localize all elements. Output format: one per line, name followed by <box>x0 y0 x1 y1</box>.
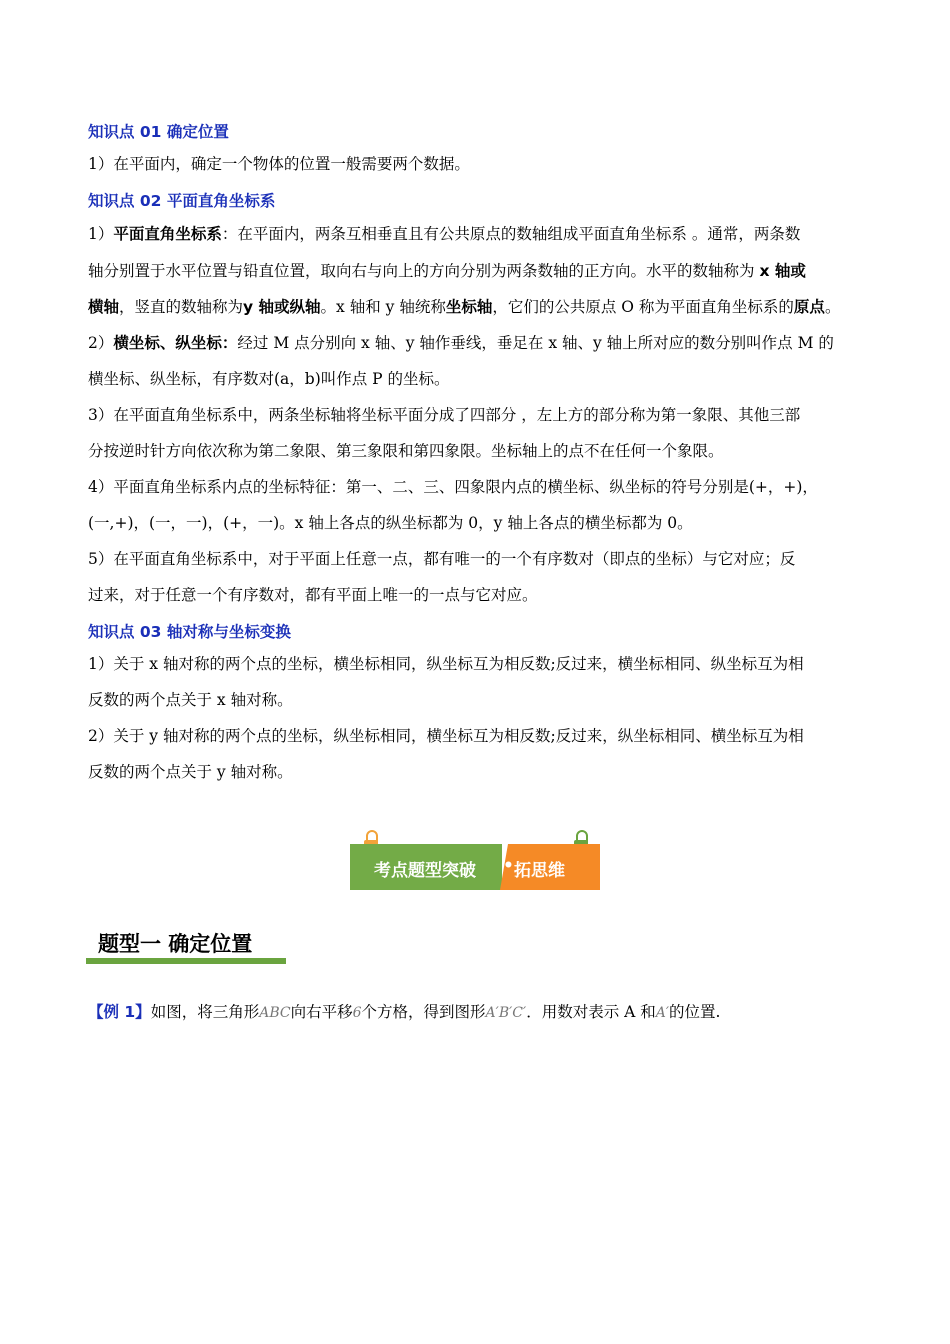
kp2-p1-term-origin: 原点 <box>793 298 825 316</box>
kp2-p1-term-x: x 轴或 <box>759 262 806 280</box>
kp2-paragraph-3-line-2: 分按逆时针方向依次称为第二象限、第三象限和第四象限。坐标轴上的点不在任何一个象限。 <box>88 442 724 460</box>
kp2-p1-num: 1） <box>88 225 114 243</box>
kp2-p1-text-5: ，它们的公共原点 O 称为平面直角坐标系的 <box>492 298 794 316</box>
kp2-p1-term-hx: 横轴 <box>88 298 120 316</box>
kp1-title: 知识点 01 确定位置 <box>88 123 229 141</box>
kp2-paragraph-1-line-1 <box>88 224 800 244</box>
kp2-paragraph-1-line-3 <box>88 297 840 317</box>
kp3-paragraph-1-line-2: 反数的两个点关于 x 轴对称。 <box>88 691 293 709</box>
kp3-paragraph-2-line-2: 反数的两个点关于 y 轴对称。 <box>88 763 293 781</box>
banner-left-text: 考点题型突破 <box>374 861 476 881</box>
kp2-paragraph-2-line-2: 横坐标、纵坐标，有序数对(a，b)叫作点 P 的坐标。 <box>88 370 450 388</box>
kp1-line-1: 1）在平面内，确定一个物体的位置一般需要两个数据。 <box>88 155 470 173</box>
kp2-paragraph-3-line-1: 3）在平面直角坐标系中，两条坐标轴将坐标平面分成了四部分 ，左上方的部分称为第一象限、其他三部 <box>88 406 801 424</box>
section-heading: 题型一 确定位置 <box>98 932 253 956</box>
kp2-paragraph-5-line-2: 过来，对于任意一个有序数对，都有平面上唯一的一点与它对应。 <box>88 586 538 604</box>
banner-right-text: 拓思维 <box>514 861 565 881</box>
example-text-4: ．用数对表示 A 和 <box>526 1003 656 1021</box>
kp2-title: 知识点 02 平面直角坐标系 <box>88 192 276 210</box>
kp2-p1-term-axis: 坐标轴 <box>445 298 493 316</box>
kp3-title: 知识点 03 轴对称与坐标变换 <box>88 623 291 641</box>
kp3-paragraph-1-line-1: 1）关于 x 轴对称的两个点的坐标，横坐标相同，纵坐标互为相反数;反过来，横坐标相同、纵坐标互为相 <box>88 655 804 673</box>
math-abc-prime: A′B′C′ <box>485 1005 527 1021</box>
math-abc: ABC <box>259 1005 291 1021</box>
kp2-p1-text: ：在平面内，两条互相垂直且有公共原点的数轴组成平面直角坐标系 。通常，两条数 <box>221 225 801 243</box>
kp2-p1-text-3: ，竖直的数轴称为 <box>119 298 244 316</box>
example-text-2: 向右平移 <box>290 1003 353 1021</box>
section-underline <box>86 958 286 964</box>
kp2-p1-text-2: 轴分别置于水平位置与铅直位置，取向右与向上的方向分别为两条数轴的正方向。水平的数轴称为 <box>88 262 760 280</box>
kp2-paragraph-4-line-1: 4）平面直角坐标系内点的坐标特征：第一、二、三、四象限内点的横坐标、纵坐标的符号分别是(+，+)， <box>88 478 818 496</box>
kp2-p2-text: 经过 M 点分别向 x 轴、y 轴作垂线，垂足在 x 轴、y 轴上所对应的数分别叫作点 M 的 <box>237 334 834 352</box>
kp2-p1-term: 平面直角坐标系 <box>113 225 222 243</box>
kp2-p2-term: 横坐标、纵坐标： <box>113 334 238 352</box>
section-banner <box>350 844 600 890</box>
kp2-p1-text-6: 。 <box>824 298 841 316</box>
kp2-p1-text-4: 。x 轴和 y 轴统称 <box>320 298 446 316</box>
example-text-5: 的位置. <box>669 1003 721 1021</box>
math-a-prime: A′ <box>655 1005 670 1021</box>
kp2-p2-num: 2） <box>88 334 114 352</box>
banner-dot: • <box>503 856 514 876</box>
kp3-paragraph-2-line-1: 2）关于 y 轴对称的两个点的坐标，纵坐标相同，横坐标互为相反数;反过来，纵坐标相同、横坐标互为相 <box>88 727 804 745</box>
kp2-paragraph-5-line-1: 5）在平面直角坐标系中，对于平面上任意一点，都有唯一的一个有序数对（即点的坐标）与它对应；反 <box>88 550 796 568</box>
kp2-paragraph-2-line-1 <box>88 333 834 353</box>
math-six: 6 <box>352 1005 362 1021</box>
kp2-paragraph-4-line-2: (一,+)，(一，一)，(+，一)。x 轴上各点的纵坐标都为 0，y 轴上各点的横坐标都为 0。 <box>88 514 693 532</box>
kp2-paragraph-1-line-2 <box>88 261 806 281</box>
example-1 <box>88 1002 720 1023</box>
kp2-p1-term-y: y 轴或纵轴 <box>243 298 321 316</box>
example-text-1: 如图，将三角形 <box>150 1003 260 1021</box>
example-text-3: 个方格，得到图形 <box>361 1003 486 1021</box>
example-label: 【例 1】 <box>88 1003 151 1021</box>
